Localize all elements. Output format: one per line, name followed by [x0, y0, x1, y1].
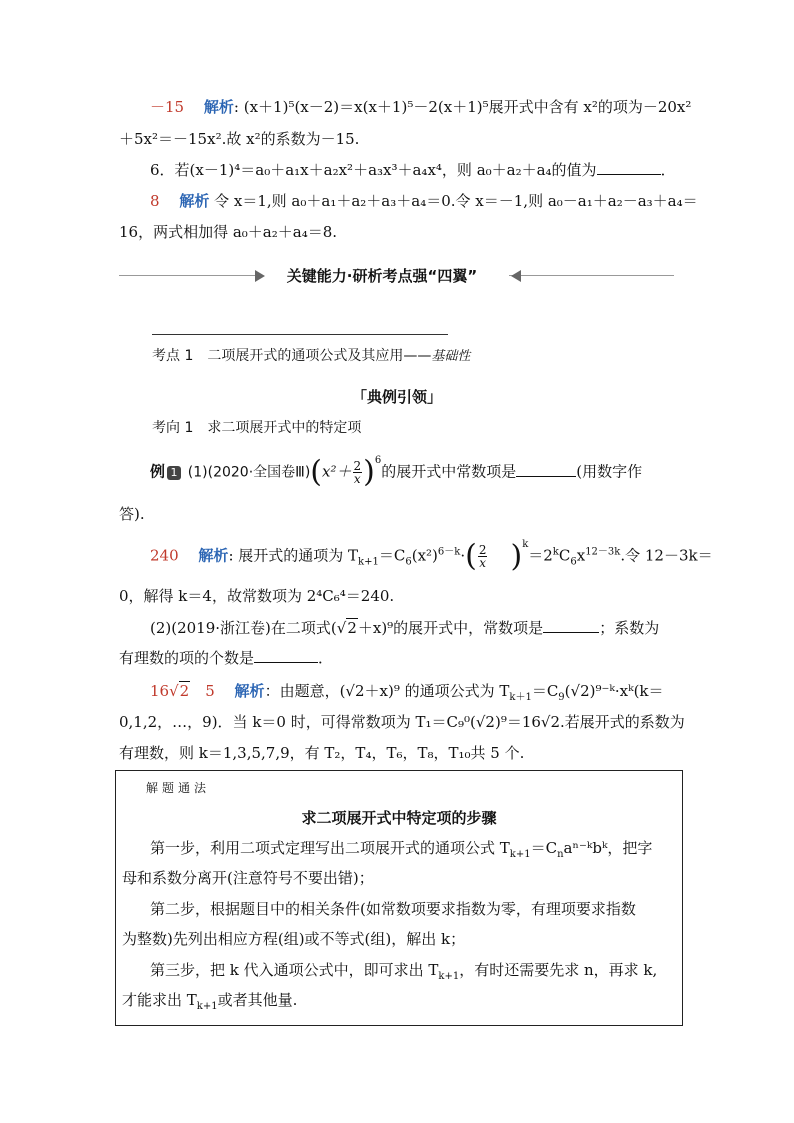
method-header: 解题通法: [146, 781, 211, 795]
solution-label: 解析: [234, 682, 265, 700]
divider: [152, 334, 448, 335]
banner-arrow-right-icon: [511, 270, 521, 282]
solution-2-line-2: 0,1,2，…，9)．当 k＝0 时，可得常数项为 T₁＝C₉⁰(√2)⁹＝16√2.若展开式的系数为: [119, 713, 685, 731]
method-step-1: 第一步，利用二项式定理写出二项展开式的通项公式 $T_{k+1}=C_na^{n-}ᵏbᵏ$，把字: [150, 839, 653, 860]
method-step-2-line-2: 为整数)先列出相应方程(组)或不等式(组)，解出 k；: [122, 930, 466, 948]
banner-line-left: [119, 275, 259, 276]
answer-blank: [516, 462, 576, 477]
solution-label: 解析: [179, 192, 210, 210]
solution-text: (x＋1)⁵(x－2)＝x(x＋1)⁵－2(x＋1)⁵展开式中含有 x²的项为－20x²: [243, 98, 692, 116]
method-title: 求二项展开式中特定项的步骤: [301, 809, 497, 827]
example-1-line-2: 答).: [119, 505, 145, 523]
fraction: $\frac{2}{x}$: [353, 459, 362, 486]
question-6: 6．若(x－1)⁴＝a₀＋a₁x＋a₂x²＋a₃x³＋a₄x⁴，则 a₀＋a₂＋a₄的值为 ．: [150, 161, 676, 179]
answer-blank: [543, 618, 599, 633]
solution-1: 240 解析: 展开式的通项为 $T_{k+1}=C_6(x^2)^{6-k}\cdot$( $\frac{2}{x}$ )$^k=2^kC_6x^{12-3k}$.令 12－3k＝: [150, 538, 713, 574]
answer-line-1: －15 解析: (x＋1)⁵(x－2)＝x(x＋1)⁵－2(x＋1)⁵展开式中含有 x²的项为－20x²: [150, 98, 692, 116]
solution-label: 解析: [203, 98, 234, 116]
example-1-part-1: 例 1 (1)(2020·全国卷Ⅲ)(x²＋ $\frac{2}{x}$ )$^6$的展开式中常数项是 (用数字作: [150, 454, 643, 490]
method-step-3-line-2: 才能求出 $T_{k+1}$或者其他量.: [122, 991, 298, 1012]
solution-2: 16√2 5 解析：由题意，(√2＋x)⁹ 的通项公式为 $T_{k+1}=C_9(√2)^{9-}ᵏ\cdot xᵏ(k=$: [150, 682, 664, 703]
solution-text-line-2: 16，两式相加得 a₀＋a₂＋a₄＝8.: [119, 223, 338, 241]
banner-line-right: [509, 275, 674, 276]
answer-blank: [597, 160, 661, 175]
answer-blank: [254, 648, 318, 663]
method-step-1-line-2: 母和系数分离开(注意符号不要出错)；: [122, 869, 374, 887]
solution-2-line-3: 有理数，则 k＝1,3,5,7,9，有 T₂，T₄，T₆，T₈，T₁₀共 5 个.: [119, 744, 525, 762]
topic-heading: 考点 1 二项展开式的通项公式及其应用——基础性: [152, 348, 471, 364]
direction-heading: 考向 1 求二项展开式中的特定项: [152, 420, 362, 436]
banner-title: 关键能力·研析考点强“四翼”: [286, 267, 478, 285]
answer-value: 8: [150, 192, 160, 210]
section-title: 「典例引领」: [351, 388, 442, 406]
answer-line-2: [150, 191, 698, 211]
method-step-3: 第三步，把 k 代入通项公式中，即可求出 $T_{k+1}$，有时还需要先求 n，再求 k,: [150, 961, 658, 982]
fraction: $\frac{2}{x}$: [478, 543, 487, 570]
method-step-2: 第二步，根据题目中的相关条件(如常数项要求指数为零，有理项要求指数: [150, 900, 636, 918]
answer-value: 16√2 5: [150, 682, 215, 700]
banner-arrow-left-icon: [255, 270, 265, 282]
solution-1-line-2: 0，解得 k＝4，故常数项为 2⁴C₆⁴＝240.: [119, 587, 395, 605]
topic-tag: 基础性: [431, 349, 471, 364]
example-2-line-2: 有理数的项的个数是 ．: [119, 649, 334, 667]
example-1-part-2: (2)(2019·浙江卷)在二项式(√2＋x)⁹的展开式中，常数项是 ；系数为: [150, 619, 660, 637]
method-box: [115, 770, 683, 1026]
example-label: 例: [150, 462, 166, 481]
section-banner: [119, 262, 674, 292]
example-number-icon: 1: [167, 466, 181, 480]
solution-text-line-2: ＋5x²＝－15x².故 x²的系数为－15.: [119, 130, 360, 148]
solution-text: 令 x＝1,则 a₀＋a₁＋a₂＋a₃＋a₄＝0.令 x＝－1,则 a₀－a₁＋a₂－a₃＋a₄＝: [214, 192, 698, 210]
solution-label: 解析: [198, 546, 229, 565]
answer-value: 240: [150, 546, 179, 565]
answer-value: －15: [150, 98, 185, 116]
